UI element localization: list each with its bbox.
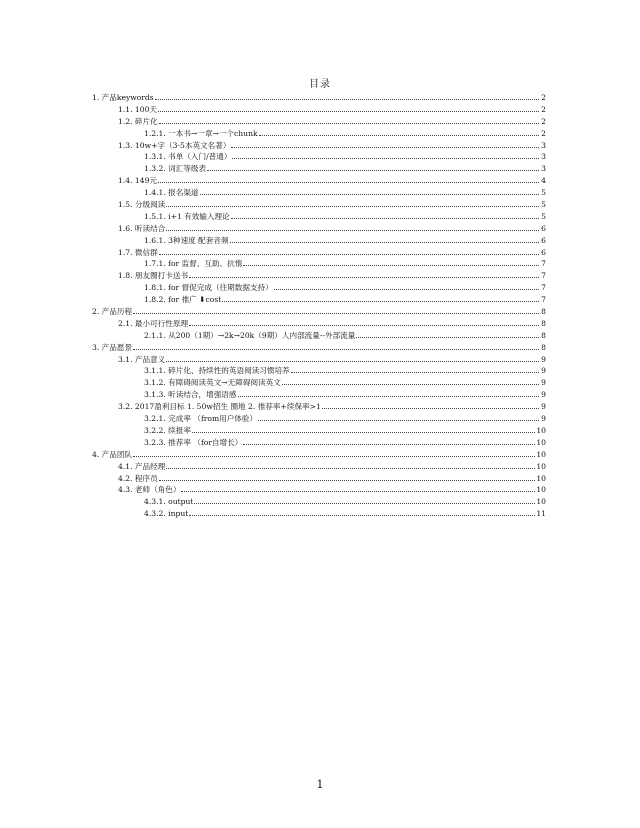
toc-entry-page: 9	[541, 414, 546, 424]
toc-entry-page: 9	[541, 354, 546, 364]
toc-entry-text: 3.1.2. 有障碍阅读英文→无障碍阅读英文	[144, 378, 281, 388]
dot-leader	[159, 254, 539, 255]
toc-entry-text: 1. 产品keywords	[92, 93, 154, 102]
dot-leader	[166, 230, 539, 231]
dot-leader	[194, 503, 535, 504]
toc-entry-page: 9	[541, 378, 546, 388]
toc-entry-text: 1.7.1. for 监督、互助、抗惰	[144, 259, 243, 269]
dot-leader	[243, 444, 535, 445]
toc-entry-page: 9	[541, 366, 546, 376]
toc-entry-text: 3.1. 产品意义	[118, 354, 166, 364]
toc-entry-text: 2.1. 最小可行性原理	[118, 318, 189, 328]
toc-entry-text: 1.2.1. 一本书→一章→一个chunk	[144, 128, 258, 138]
toc-entry[interactable]	[92, 187, 546, 199]
toc-entry-page: 8	[541, 318, 546, 328]
toc-entry[interactable]	[92, 461, 546, 473]
toc-entry-page: 10	[536, 461, 546, 471]
toc-entry[interactable]	[92, 140, 546, 152]
dot-leader	[231, 218, 539, 219]
toc-entry[interactable]	[92, 473, 546, 485]
toc-entry[interactable]	[92, 449, 546, 461]
dot-leader	[192, 432, 535, 433]
toc-entry-text: 3. 产品愿景	[92, 342, 133, 352]
toc-entry-text: 1.4. 149元	[118, 176, 157, 186]
toc-entry-page: 10	[536, 437, 546, 447]
dot-leader	[207, 170, 539, 171]
dot-leader	[133, 313, 539, 314]
toc-entry-page: 8	[541, 330, 546, 340]
toc-entry-text: 4. 产品团队	[92, 449, 133, 459]
toc-entry-text: 2.1.1. 从200（1期）→2k→20k（9期）人内部流量--外部流量	[144, 330, 356, 340]
toc-entry-page: 3	[541, 140, 546, 150]
toc-entry-page: 9	[541, 402, 546, 412]
dot-leader	[230, 242, 539, 243]
toc-entry-page: 10	[536, 425, 546, 435]
toc-entry[interactable]	[92, 389, 546, 401]
toc-entry[interactable]	[92, 377, 546, 389]
toc-entry[interactable]	[92, 247, 546, 259]
dot-leader	[282, 384, 539, 385]
dot-leader	[189, 515, 535, 516]
toc-entry-text: 1.4.1. 报名渠道	[144, 188, 199, 198]
toc-entry[interactable]	[92, 401, 546, 413]
dot-leader	[155, 99, 539, 100]
dot-leader	[158, 182, 539, 183]
toc-title: 目录	[309, 79, 331, 90]
toc-entry[interactable]	[92, 294, 546, 306]
dot-leader	[166, 206, 539, 207]
toc-entry-text: 2. 产品历程	[92, 307, 133, 317]
toc-entry-page: 5	[541, 211, 546, 221]
toc-entry-text: 1.6. 听读结合	[118, 223, 166, 233]
toc-entry-page: 10	[536, 449, 546, 459]
dot-leader	[181, 491, 535, 492]
toc-entry-page: 2	[541, 116, 546, 126]
toc-entry-text: 1.3.2. 词汇等级表	[144, 164, 207, 174]
dot-leader	[231, 147, 539, 148]
toc-entry[interactable]	[92, 496, 546, 508]
toc-entry-page: 2	[541, 104, 546, 114]
toc-entry[interactable]	[92, 258, 546, 270]
toc-entry[interactable]	[92, 163, 546, 175]
toc-entry[interactable]	[92, 235, 546, 247]
toc-entry-text: 4.1. 产品经理	[118, 461, 166, 471]
toc-entry-page: 6	[541, 235, 546, 245]
dot-leader	[159, 123, 539, 124]
toc-entry[interactable]	[92, 330, 546, 342]
dot-leader	[166, 361, 539, 362]
toc-entry[interactable]	[92, 354, 546, 366]
toc-entry[interactable]	[92, 437, 546, 449]
page-number: 1	[316, 778, 324, 791]
toc-entry-text: 3.2. 2017盈利目标 1. 50w招生 圈地 2. 推荐率+续保率>1	[118, 402, 321, 412]
toc-entry[interactable]	[92, 116, 546, 128]
toc-entry-page: 10	[536, 485, 546, 495]
toc-entry[interactable]	[92, 128, 546, 140]
dot-leader	[232, 158, 539, 159]
toc-entry[interactable]	[92, 508, 546, 520]
toc-entry-text: 1.7. 微信群	[118, 247, 158, 257]
dot-leader	[222, 301, 539, 302]
toc-entry-page: 3	[541, 152, 546, 162]
toc-entry[interactable]	[92, 175, 546, 187]
dot-leader	[356, 337, 539, 338]
toc-entry-text: 1.8. 朋友圈打卡送书	[118, 271, 189, 281]
toc-entry-page: 8	[541, 342, 546, 352]
toc-entry-page: 8	[541, 307, 546, 317]
toc-entry[interactable]	[92, 199, 546, 211]
toc-entry-text: 1.3. 10w+字（3-5本英文名著）	[118, 140, 231, 150]
toc-entry-text: 3.2.2. 续报率	[144, 425, 191, 435]
toc-entry[interactable]	[92, 104, 546, 116]
toc-entry-page: 5	[541, 188, 546, 198]
toc-entry-page: 11	[536, 509, 546, 519]
toc-entry[interactable]	[92, 425, 546, 437]
toc-entry-text: 4.3. 老师（角色）	[118, 485, 181, 495]
toc-entry[interactable]	[92, 270, 546, 282]
toc-entry-text: 4.2. 程序员	[118, 473, 158, 483]
toc-entry-text: 1.5.1. i+1 有效输入理论	[144, 211, 230, 221]
toc-entry-text: 1.8.2. for 推广 ⬇cost	[144, 295, 222, 305]
toc-entry-text: 1.5. 分级阅读	[118, 200, 166, 210]
toc-entry-text: 3.2.1. 完成率 （from用户体验）	[144, 414, 258, 424]
toc-entry-page: 3	[541, 164, 546, 174]
toc-entry-page: 6	[541, 223, 546, 233]
toc-entry-page: 5	[541, 200, 546, 210]
toc-entry-text: 1.2. 碎片化	[118, 116, 158, 126]
toc-entry-page: 6	[541, 247, 546, 257]
toc-entry-text: 1.8.1. for 督促完成（往期数据支持）	[144, 283, 273, 293]
toc-entry-page: 7	[541, 271, 546, 281]
dot-leader	[259, 135, 539, 136]
toc-entry[interactable]	[92, 223, 546, 235]
dot-leader	[158, 111, 539, 112]
toc-entry-page: 7	[541, 259, 546, 269]
toc-entry-page: 4	[541, 176, 546, 186]
table-of-contents	[92, 92, 546, 520]
toc-entry-page: 2	[541, 93, 546, 102]
toc-entry-text: 3.1.3. 听读结合，增强语感	[144, 390, 237, 400]
toc-entry-text: 1.1. 100天	[118, 104, 157, 114]
dot-leader	[258, 420, 539, 421]
dot-leader	[243, 265, 539, 266]
dot-leader	[189, 325, 539, 326]
dot-leader	[238, 396, 540, 397]
dot-leader	[166, 468, 535, 469]
toc-entry-text: 4.3.2. input	[144, 509, 189, 519]
dot-leader	[159, 480, 536, 481]
toc-entry[interactable]	[92, 306, 546, 318]
toc-entry-page: 2	[541, 128, 546, 138]
toc-entry[interactable]	[92, 342, 546, 354]
dot-leader	[200, 194, 539, 195]
toc-entry-page: 9	[541, 390, 546, 400]
toc-entry[interactable]	[92, 151, 546, 163]
toc-entry-text: 4.3.1. output	[144, 497, 194, 507]
toc-entry-text: 3.2.3. 推荐率 （for自增长）	[144, 437, 243, 447]
dot-leader	[322, 408, 539, 409]
dot-leader	[189, 277, 539, 278]
toc-entry[interactable]	[92, 282, 546, 294]
toc-entry-page: 10	[536, 473, 546, 483]
dot-leader	[274, 289, 539, 290]
toc-entry[interactable]	[92, 211, 546, 223]
dot-leader	[291, 372, 539, 373]
toc-entry[interactable]	[92, 318, 546, 330]
toc-entry[interactable]	[92, 484, 546, 496]
toc-entry-text: 1.6.1. 3种速度 配套音频	[144, 235, 229, 245]
dot-leader	[133, 456, 535, 457]
dot-leader	[133, 349, 539, 350]
toc-entry-text: 3.1.1. 碎片化、持续性的英语阅读习惯培养	[144, 366, 290, 376]
toc-entry-page: 7	[541, 295, 546, 305]
toc-entry[interactable]	[92, 365, 546, 377]
toc-entry-text: 1.3.1. 书单（入门/普通）	[144, 152, 232, 162]
toc-entry[interactable]	[92, 92, 546, 104]
toc-entry[interactable]	[92, 413, 546, 425]
toc-entry-page: 10	[536, 497, 546, 507]
toc-entry-page: 7	[541, 283, 546, 293]
